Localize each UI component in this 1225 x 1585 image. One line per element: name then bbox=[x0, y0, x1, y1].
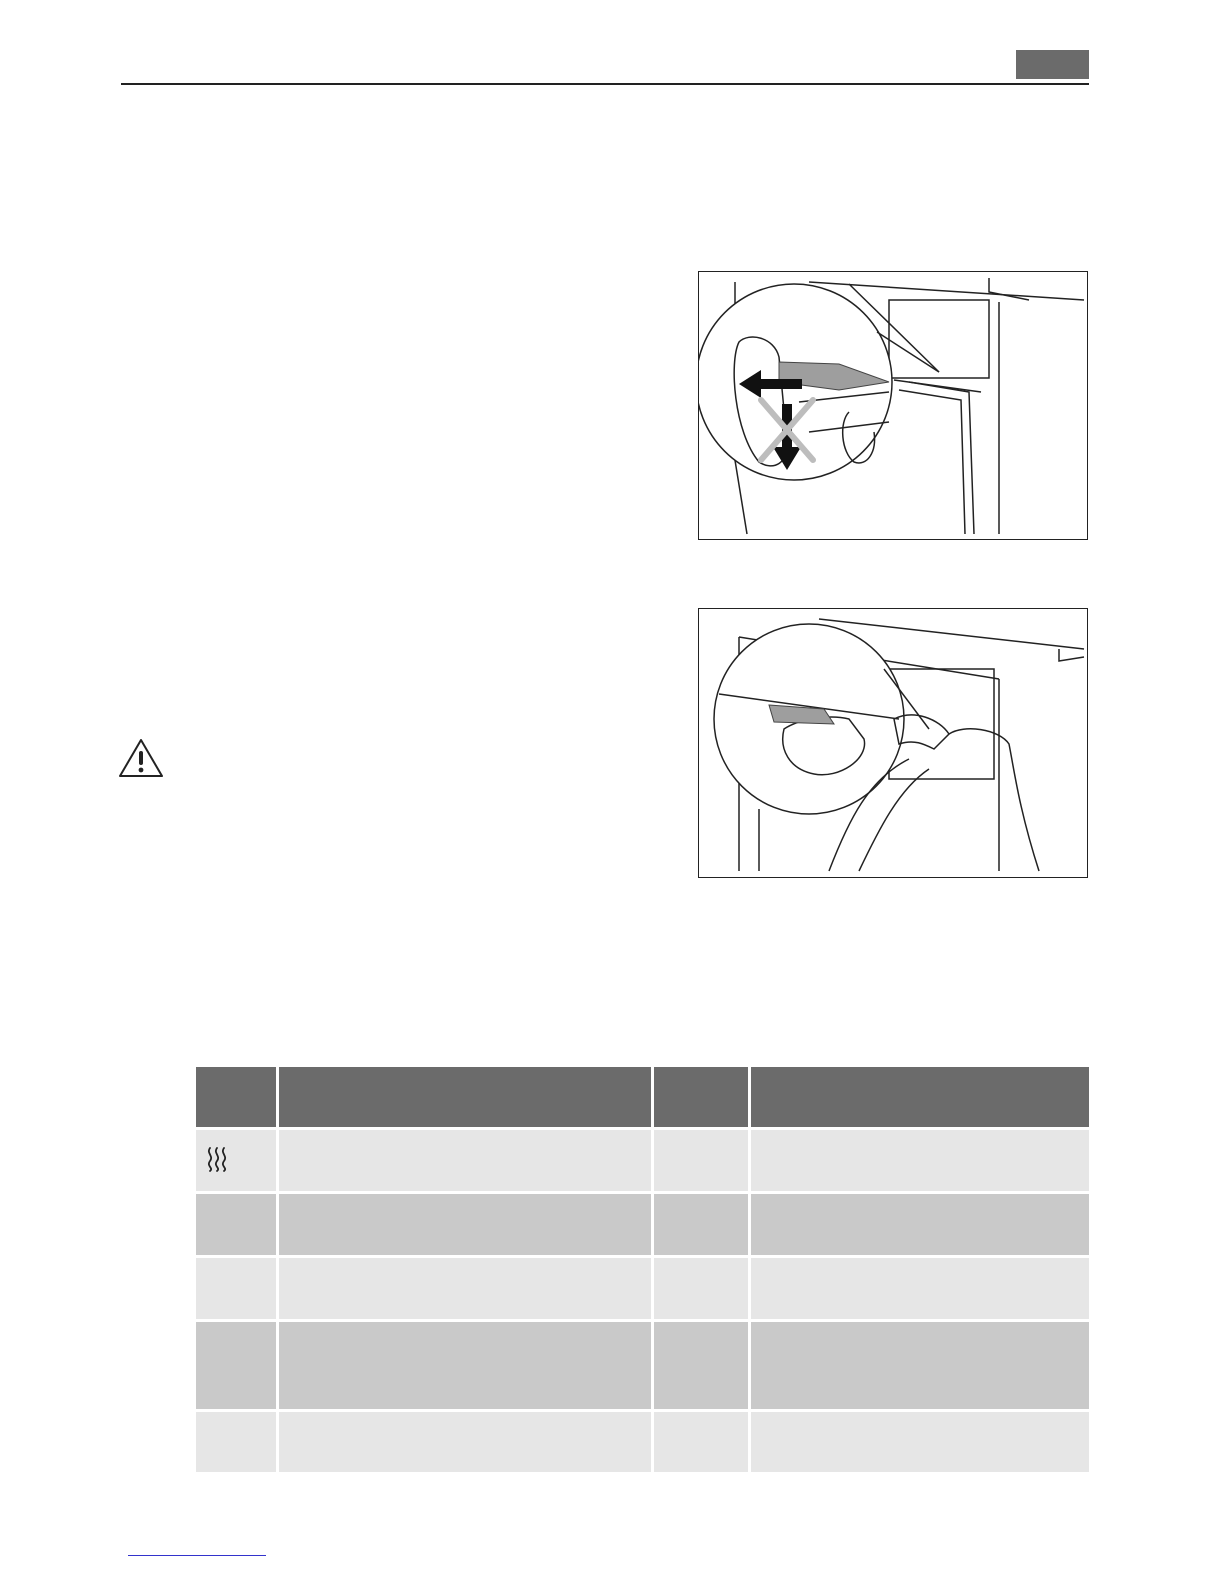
table-row bbox=[196, 1130, 1089, 1194]
table-cell bbox=[654, 1322, 751, 1412]
table-header-cell bbox=[654, 1067, 751, 1130]
table-cell bbox=[751, 1412, 1089, 1475]
footer-link[interactable] bbox=[128, 1555, 266, 1556]
table-row bbox=[196, 1322, 1089, 1412]
table-row bbox=[196, 1194, 1089, 1258]
table-cell bbox=[654, 1412, 751, 1475]
table-cell bbox=[654, 1258, 751, 1322]
table-cell bbox=[654, 1130, 751, 1194]
table-cell bbox=[279, 1412, 654, 1475]
figure-hands-on-door bbox=[698, 608, 1088, 878]
table-cell bbox=[751, 1258, 1089, 1322]
table-cell bbox=[279, 1130, 654, 1194]
table-cell bbox=[196, 1412, 279, 1475]
table-cell bbox=[654, 1194, 751, 1258]
table-cell bbox=[196, 1130, 279, 1194]
table-header-cell bbox=[751, 1067, 1089, 1130]
spec-table bbox=[196, 1067, 1089, 1475]
language-tab bbox=[1016, 50, 1089, 79]
table-cell bbox=[279, 1194, 654, 1258]
table-cell bbox=[196, 1322, 279, 1412]
table-cell bbox=[751, 1322, 1089, 1412]
table-cell bbox=[751, 1130, 1089, 1194]
table-cell bbox=[751, 1194, 1089, 1258]
table-header-row bbox=[196, 1067, 1089, 1130]
header-rule bbox=[121, 83, 1089, 85]
figure-remove-door-frame bbox=[698, 271, 1088, 540]
table-row bbox=[196, 1258, 1089, 1322]
table-cell bbox=[196, 1194, 279, 1258]
table-header-cell bbox=[279, 1067, 654, 1130]
door-illustration-2 bbox=[699, 609, 1088, 878]
table-cell bbox=[279, 1258, 654, 1322]
table-cell bbox=[196, 1258, 279, 1322]
warning-triangle-icon bbox=[117, 737, 165, 779]
table-cell bbox=[279, 1322, 654, 1412]
heat-waves-icon bbox=[206, 1159, 228, 1176]
table-row bbox=[196, 1412, 1089, 1475]
door-illustration-1 bbox=[699, 272, 1088, 540]
table-header-cell bbox=[196, 1067, 279, 1130]
